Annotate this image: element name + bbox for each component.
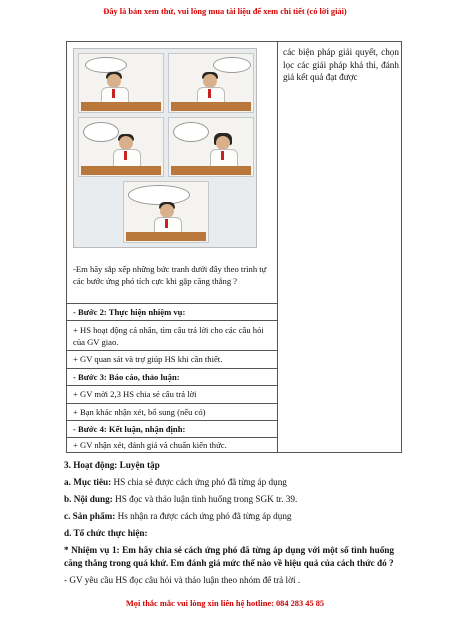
row-divider [67,385,277,386]
comic-panel-2 [168,53,254,113]
speech-bubble [173,122,209,142]
objective-line: a. Mục tiêu: HS chia sẻ được cách ứng phó đã từng áp dụng [64,477,287,487]
step4-title: - Bước 4: Kết luận, nhận định: [73,424,186,434]
desk [171,166,251,175]
red-scarf [165,219,168,228]
speech-bubble [83,122,119,142]
student-head [160,204,174,218]
step2-line2: + GV quan sát và trợ giúp HS khi cần thiết. [73,354,223,364]
row-divider [67,368,277,369]
step3-title: - Bước 3: Báo cáo, thảo luận: [73,372,180,382]
row-divider [67,320,277,321]
red-scarf [124,151,127,160]
student-head [203,74,217,88]
product-line: c. Sản phẩm: Hs nhận ra được cách ứng phó đã từng áp dụng [64,511,292,521]
comic-illustration [73,48,257,248]
preview-banner: Đây là bản xem thử, vui lòng mua tài liệu để xem chi tiết (có lời giải) [103,7,347,16]
section-heading: 3. Hoạt động: Luyện tập [64,460,160,470]
task1: * Nhiệm vụ 1: Em hãy chia sẻ cách ứng phó đã từng áp dụng với một số tình huống căng thẳng trong quá khứ. Em đánh giá mức thế nào về hiệu quả của cách thức đó ? [64,545,394,568]
red-scarf [221,151,224,160]
step3-line1: + GV mời 2,3 HS chia sẻ câu trả lời [73,389,197,399]
comic-panel-1 [78,53,164,113]
desk [126,232,206,241]
hotline-banner: Mọi thắc mắc vui lòng xin liên hệ hotline: 084 283 45 85 [125,599,325,608]
row-divider [67,420,277,421]
organization-line: d. Tổ chức thực hiện: [64,528,148,538]
table-right-text: các biện pháp giải quyết, chọn lọc các giải pháp khả thi, đánh giá kết quả đạt được [283,47,399,83]
red-scarf [112,89,115,98]
teacher-instruction: - GV yêu cầu HS đọc câu hỏi và thảo luận theo nhóm để trả lời . [64,575,301,585]
speech-bubble [85,57,127,73]
desk [81,102,161,111]
student-head [107,74,121,88]
comic-panel-5 [123,181,209,243]
student-head [216,136,230,150]
lesson-table [66,41,402,453]
speech-bubble [128,185,190,205]
red-scarf [208,89,211,98]
comic-panel-3 [78,117,164,177]
speech-bubble [213,57,251,73]
practice-section [64,459,394,591]
desk [171,102,251,111]
desk [81,166,161,175]
sorting-question: -Em hãy sắp xếp những bức tranh dưới đây theo trình tự các bước ứng phó tích cực khi gặp căng thẳng ? [73,264,267,287]
row-divider [67,403,277,404]
step2-title: - Bước 2: Thực hiện nhiệm vụ: [73,307,186,317]
student-head [119,136,133,150]
content-line: b. Nội dung: HS đọc và thảo luận tình huống trong SGK tr. 39. [64,494,298,504]
step2-line1: + HS hoạt động cá nhân, tìm câu trả lời cho các câu hỏi của GV giao. [73,325,264,348]
step3-line2: + Bạn khác nhận xét, bổ sung (nếu có) [73,407,206,417]
row-divider [67,437,277,438]
table-divider [277,42,278,452]
row-divider [67,303,277,304]
row-divider [67,350,277,351]
step4-line1: + GV nhận xét, đánh giá và chuẩn kiến thức. [73,440,227,450]
comic-panel-4 [168,117,254,177]
